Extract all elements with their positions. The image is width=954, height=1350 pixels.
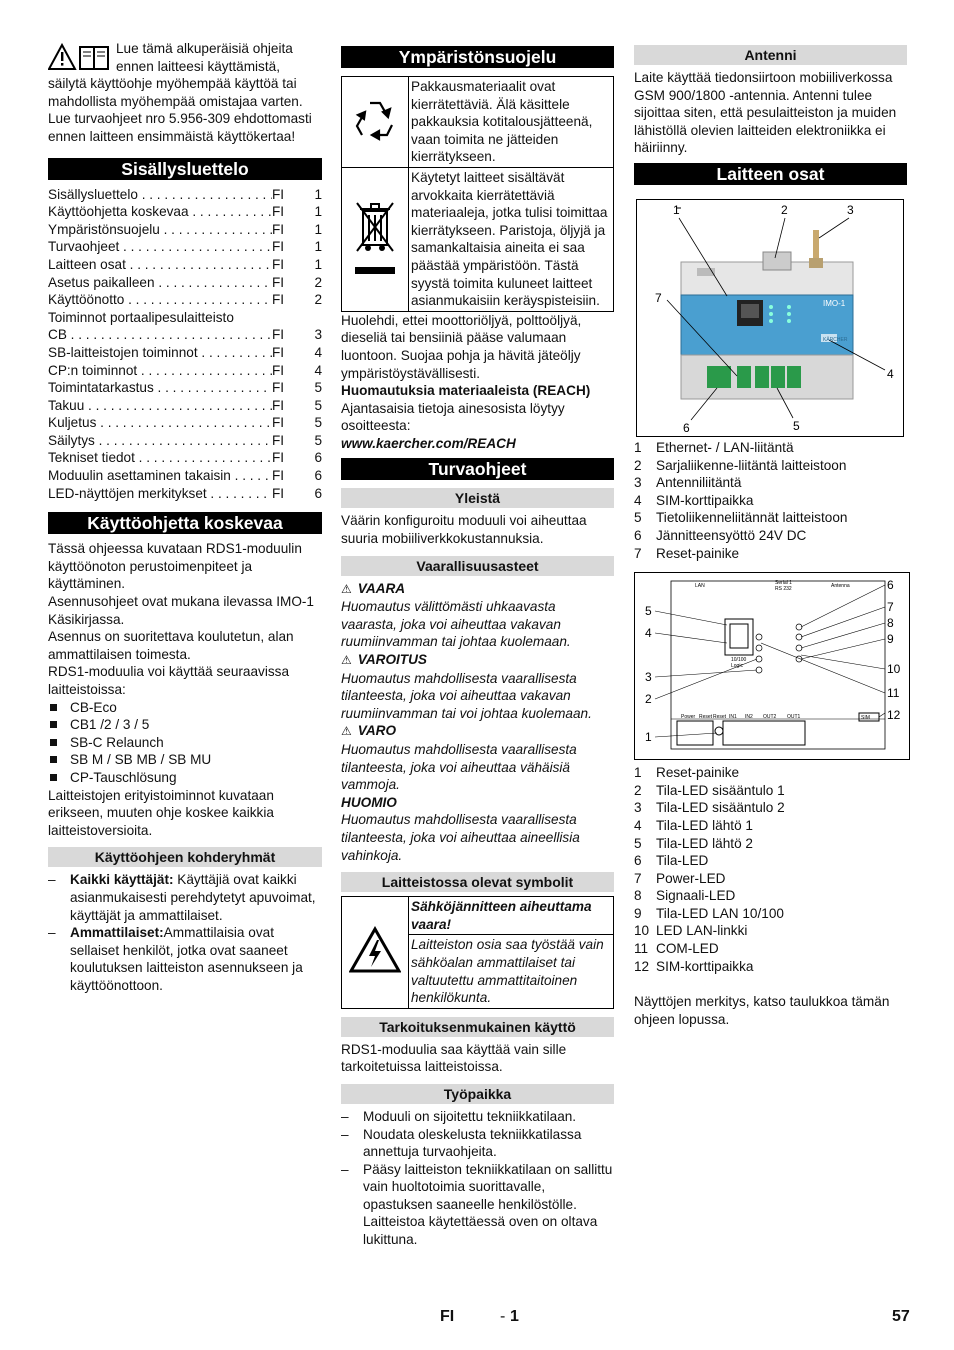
column-2 xyxy=(341,40,614,1249)
toc-row[interactable] xyxy=(48,485,322,503)
danger-level-title xyxy=(341,722,614,741)
toc-lang: FI xyxy=(272,485,285,501)
part-number: 2 xyxy=(634,457,642,473)
toc-page: 1 xyxy=(314,204,322,220)
toc-lang: FI xyxy=(272,274,285,290)
list-item xyxy=(634,799,907,817)
symbol-title: Sähköjännitteen aiheuttama vaara! xyxy=(409,897,614,935)
toc-title: Toimintatarkastus . . . xyxy=(48,379,272,397)
toc-page: 4 xyxy=(314,344,322,360)
callout-7: 7 xyxy=(655,290,662,305)
parts-list-2 xyxy=(634,764,907,975)
device-list xyxy=(48,699,322,787)
callout-right-9: 9 xyxy=(887,632,894,647)
toc-title: SB-laitteistojen toiminnot . . . xyxy=(48,344,272,362)
safety-heading: Turvaohjeet xyxy=(341,458,614,480)
toc-lang: FI xyxy=(272,468,285,484)
group-text: Ammattilaisia ovat sellaiset henkilöt, jotka ovat saaneet koulutuksen laitteiston asennukseen ja käyttöönottoon. xyxy=(70,925,303,993)
symbols-heading: Laitteistossa olevat symbolit xyxy=(341,872,614,892)
part-number: 2 xyxy=(634,782,642,798)
toc-title: Turvaohjeet . . . xyxy=(48,238,272,256)
part-label: Tila-LED sisääntulo 1 xyxy=(656,782,785,798)
part-number: 8 xyxy=(634,888,642,904)
part-number: 7 xyxy=(634,870,642,886)
part-number: 5 xyxy=(634,510,642,526)
toc-row[interactable] xyxy=(48,274,322,292)
crossed-bin-icon xyxy=(342,167,409,311)
callout-1: 1 xyxy=(673,202,680,217)
list-item: – Noudata oleskelusta tekniikkatilassa annettuja turvaohjeita. xyxy=(341,1126,614,1161)
toc-lang: FI xyxy=(272,256,285,272)
toc-page: 4 xyxy=(314,362,322,378)
danger-level-label: VAARA xyxy=(357,580,406,596)
callout-left-3: 3 xyxy=(645,670,652,685)
toc-lang: FI xyxy=(272,344,285,360)
toc-title: Tekniset tiedot . . . xyxy=(48,449,272,467)
toc-lang: FI xyxy=(272,380,285,396)
warning-triangle-icon: ⚠ xyxy=(341,653,352,668)
toc-page: 1 xyxy=(314,239,322,255)
footer-separator: - xyxy=(500,1308,506,1325)
toc-page: 2 xyxy=(314,274,322,290)
toc-page: 3 xyxy=(314,327,322,343)
toc-lang: FI xyxy=(272,362,285,378)
device-label: IMO-1 xyxy=(823,298,846,308)
danger-level-title xyxy=(341,580,614,599)
about-paragraph-4: RDS1-moduulia voi käyttää seuraavissa laitteistoissa: xyxy=(48,664,290,697)
list-item xyxy=(48,924,322,994)
list-item xyxy=(634,887,907,905)
toc-title: CP:n toiminnot . . . xyxy=(48,362,272,380)
toc-title: Asetus paikalleen . . . xyxy=(48,274,272,292)
part-label: Signaali-LED xyxy=(656,888,736,904)
part-label: Sarjaliikenne-liitäntä laitteistoon xyxy=(656,457,847,473)
list-item xyxy=(634,835,907,853)
toc-page: 5 xyxy=(314,432,322,448)
callout-2: 2 xyxy=(781,202,788,217)
reach-title: Huomautuksia materiaaleista (REACH) xyxy=(341,383,591,399)
danger-level-title xyxy=(341,651,614,670)
list-item xyxy=(634,439,907,457)
toc-page: 5 xyxy=(314,380,322,396)
callout-6: 6 xyxy=(683,420,690,435)
symbols-table xyxy=(341,896,614,1009)
danger-levels xyxy=(341,580,614,865)
footer-lang: FI xyxy=(440,1308,455,1325)
list-item xyxy=(634,527,907,545)
part-label: SIM-korttipaikka xyxy=(656,492,754,508)
toc-title: LED-näyttöjen merkitykset . . . xyxy=(48,485,272,503)
part-number: 7 xyxy=(634,545,642,561)
list-item: SB-C Relaunch xyxy=(48,734,322,752)
part-number: 6 xyxy=(634,853,642,869)
part-label: Reset-painike xyxy=(656,765,740,781)
panel-figure xyxy=(634,572,910,760)
toc-row[interactable] xyxy=(48,362,322,380)
table-row xyxy=(342,77,614,168)
part-number: 4 xyxy=(634,492,642,508)
danger-level-label: VAROITUS xyxy=(357,652,427,668)
lbl-out2: OUT2 xyxy=(763,714,777,721)
toc-page: 6 xyxy=(314,450,322,466)
lbl-out1: OUT1 xyxy=(787,714,801,721)
toc-page: 5 xyxy=(314,397,322,413)
callout-4: 4 xyxy=(887,366,894,381)
lbl-antenna: Antenna xyxy=(831,583,850,590)
toc-title: Sisällysluettelo . . . xyxy=(48,186,272,204)
part-label: Tila-LED sisääntulo 2 xyxy=(656,800,785,816)
toc-row[interactable] xyxy=(48,344,322,362)
group-label: Kaikki käyttäjät: xyxy=(70,872,174,888)
danger-level-label: HUOMIO xyxy=(341,794,397,810)
callout-right-8: 8 xyxy=(887,616,894,631)
part-label: LED LAN-linkki xyxy=(656,923,748,939)
lbl-lan: LAN xyxy=(695,583,705,590)
intro-block xyxy=(48,40,322,146)
toc-lang: FI xyxy=(272,450,285,466)
toc-page: 6 xyxy=(314,468,322,484)
panel-diagram xyxy=(635,573,909,759)
part-number: 1 xyxy=(634,439,642,455)
intended-use-text: RDS1-moduulia saa käyttää vain sille tarkoitetuissa laitteistoissa. xyxy=(341,1041,567,1075)
toc-title: Käyttöohjetta koskevaa . . . xyxy=(48,203,272,221)
toc-row[interactable] xyxy=(48,186,322,204)
part-label: Tila-LED lähtö 2 xyxy=(656,835,753,851)
parts-heading: Laitteen osat xyxy=(634,163,907,185)
toc-row[interactable] xyxy=(48,432,322,450)
general-text: Väärin konfiguroitu moduuli voi aiheuttaa suuria mobiiliverkkokustannuksia. xyxy=(341,513,587,547)
danger-level-text: Huomautus mahdollisesta vaarallisesta tilanteesta, joka voi aiheuttaa vähäisiä vammoja. xyxy=(341,742,577,793)
toc-title: Laitteen osat . . . xyxy=(48,256,272,274)
list-item: CP-Tauschlösung xyxy=(48,769,322,787)
group-label: Ammattilaiset: xyxy=(70,925,164,941)
intended-use-heading: Tarkoituksenmukainen käyttö xyxy=(341,1017,614,1037)
callout-5: 5 xyxy=(793,418,800,433)
about-paragraph-2: Asennusohjeet ovat mukana ilevassa IMO-1 Käsikirjassa. xyxy=(48,594,314,627)
toc-title: Takuu . . . xyxy=(48,397,272,415)
toc-lang: FI xyxy=(272,292,285,308)
toc-lang: FI xyxy=(272,415,285,431)
callout-right-7: 7 xyxy=(887,600,894,615)
toc-title: Moduulin asettaminen takaisin . . . xyxy=(48,467,272,485)
danger-level-title xyxy=(341,794,614,812)
toc-lang xyxy=(272,309,300,327)
about-paragraph-3: Asennus on suoritettava koulutetun, alan ammattilaisen toimesta. xyxy=(48,629,294,662)
callout-left-4: 4 xyxy=(645,626,652,641)
list-item xyxy=(634,817,907,835)
part-number: 12 xyxy=(634,958,650,974)
toc-lang: FI xyxy=(272,186,285,202)
toc-row[interactable] xyxy=(48,238,322,256)
warning-triangle-icon: ⚠ xyxy=(341,581,352,596)
part-label: Tila-LED LAN 10/100 xyxy=(656,905,784,921)
list-item xyxy=(634,922,907,940)
target-groups-list xyxy=(48,871,322,994)
target-groups-heading: Käyttöohjeen kohderyhmät xyxy=(48,847,322,867)
part-number: 5 xyxy=(634,835,642,851)
list-item xyxy=(634,474,907,492)
toc-heading: Sisällysluettelo xyxy=(48,158,322,180)
toc-page: 2 xyxy=(314,292,322,308)
intro-text: Lue tämä alkuperäisiä ohjeita ennen laitteesi käyttämistä, säilytä käyttöohje myöhempää käyttöä tai mahdollista myöhempää omistajaa varten. Lue turvaohjeet nro 5.956-309 ehdottomasti ennen laitteen ensimmäistä käyttökertaa! xyxy=(48,41,312,144)
toc-row[interactable] xyxy=(48,256,322,274)
toc-page: 5 xyxy=(314,415,322,431)
part-number: 6 xyxy=(634,527,642,543)
toc-lang: FI xyxy=(272,239,285,255)
reach-link[interactable]: www.kaercher.com/REACH xyxy=(341,435,516,451)
table-of-contents xyxy=(48,186,322,503)
lbl-sim: SIM xyxy=(861,715,870,722)
list-item: CB-Eco xyxy=(48,699,322,717)
crossed-bin-text: Käytetyt laitteet sisältävät arvokkaita kierrätettäviä materiaaleja, jotka tulisi toimittaa kierrätykseen. Paristoja, öljyjä ja samankaltaisia aineita ei saa päästää ympäristöön. Tästä syystä toimita kuluneet laitteet asianmukaisiin keräyspisteisiin. xyxy=(409,167,614,311)
toc-row[interactable] xyxy=(48,449,322,467)
toc-page: 1 xyxy=(314,221,322,237)
reach-text: Ajantasaisia tietoja ainesosista löytyy osoitteesta: xyxy=(341,400,565,434)
callout-right-10: 10 xyxy=(887,662,901,677)
column-1 xyxy=(48,40,322,995)
toc-lang: FI xyxy=(272,432,285,448)
danger-level-text: Huomautus välittömästi uhkaavasta vaarasta, joka voi aiheuttaa vakavan ruumiinvamman tai johtaa kuolemaan. xyxy=(341,599,571,650)
list-item xyxy=(634,852,907,870)
part-label: SIM-korttipaikka xyxy=(656,958,754,974)
footer-number: 1 xyxy=(510,1308,519,1325)
list-item xyxy=(634,870,907,888)
danger-level-text: Huomautus mahdollisesta vaarallisesta tilanteesta, joka voi aiheuttaa aineellisia vahinkoja. xyxy=(341,812,580,863)
part-label: COM-LED xyxy=(656,941,719,957)
lbl-link: 10/100 xyxy=(731,657,747,664)
about-paragraph-5: Laitteistojen erityistoiminnot kuvataan erikseen, muuten ohje koskee kaikkia laitteistoversioita. xyxy=(48,787,274,838)
high-voltage-icon xyxy=(342,897,409,1009)
lbl-serial: Serial 1 xyxy=(775,580,792,587)
part-number: 9 xyxy=(634,905,642,921)
list-item xyxy=(634,905,907,923)
list-item: CB1 /2 / 3 / 5 xyxy=(48,716,322,734)
list-item xyxy=(634,492,907,510)
list-item: – Pääsy laitteiston tekniikkatilaan on sallittu vain huoltotoimia suorittavalle, opastuksen saaneelle henkilöstölle. Laitteistoa käytettäessä oven on oltava lukittuna. xyxy=(341,1161,614,1249)
lbl-reset-1: Reset xyxy=(699,714,713,721)
list-item xyxy=(634,782,907,800)
part-label: Power-LED xyxy=(656,870,726,886)
part-number: 10 xyxy=(634,923,650,939)
general-heading: Yleistä xyxy=(341,488,614,508)
list-item xyxy=(634,457,907,475)
part-number: 4 xyxy=(634,817,642,833)
oil-paragraph: Huolehdi, ettei moottoriöljyä, polttoöljyä, dieseliä tai bensiiniä pääse valumaan luontoon. Suojaa pohja ja hävitä jäteöljy ympäristöystävällisesti. xyxy=(341,312,582,381)
list-item xyxy=(634,958,907,976)
about-heading: Käyttöohjetta koskevaa xyxy=(48,512,322,534)
environment-table xyxy=(341,76,614,312)
toc-title: CB . . . xyxy=(48,326,272,344)
callout-right-6: 6 xyxy=(887,578,894,593)
list-item xyxy=(634,545,907,563)
callout-3: 3 xyxy=(847,202,854,217)
toc-row[interactable] xyxy=(48,221,322,239)
toc-row[interactable] xyxy=(48,467,322,485)
part-label: Reset-painike xyxy=(656,545,740,561)
toc-row[interactable] xyxy=(48,203,322,221)
toc-title: Kuljetus . . . xyxy=(48,414,272,432)
device-logo: KÄRCHER xyxy=(823,336,848,343)
callout-left-2: 2 xyxy=(645,692,652,707)
part-label: Ethernet- / LAN-liitäntä xyxy=(656,439,794,455)
toc-page xyxy=(300,309,322,327)
danger-level-text: Huomautus mahdollisesta vaarallisesta tilanteesta, joka voi aiheuttaa vakavan ruumiinvamman tai voi johtaa kuolemaan. xyxy=(341,670,592,721)
part-label: Tila-LED xyxy=(656,853,709,869)
toc-row[interactable] xyxy=(48,397,322,415)
part-number: 3 xyxy=(634,800,642,816)
toc-title: Ympäristönsuojelu . . . xyxy=(48,221,272,239)
toc-lang: FI xyxy=(272,221,285,237)
lbl-reset-2: Reset xyxy=(713,714,727,721)
part-label: Tila-LED lähtö 1 xyxy=(656,817,753,833)
column-3 xyxy=(634,40,907,1028)
part-label: Jännitteensyöttö 24V DC xyxy=(656,527,807,543)
toc-lang: FI xyxy=(272,397,285,413)
device-illustration xyxy=(637,200,903,436)
toc-title: Säilytys . . . xyxy=(48,432,272,450)
display-note: Näyttöjen merkitys, katso taulukkoa tämän ohjeen lopussa. xyxy=(634,994,890,1027)
group-text: Käyttäjiä ovat kaikki asianmukaisesti perehdytetyt apuvoimat, käyttäjät ja ammattilaiset. xyxy=(70,872,316,923)
antenna-text: Laite käyttää tiedonsiirtoon mobiiliverkossa GSM 900/1800 -antennia. Antenni tulee sijoittaa siten, että pesulaitteiston ja muiden lähistöllä olevien laitteiden elektroniikka ei häiriinny. xyxy=(634,70,897,156)
lbl-in2: IN2 xyxy=(745,714,753,721)
lbl-power: Power xyxy=(681,714,696,721)
part-number: 1 xyxy=(634,765,642,781)
list-item xyxy=(634,940,907,958)
danger-levels-heading: Vaarallisuusasteet xyxy=(341,556,614,576)
lbl-logic: Logic xyxy=(731,663,743,670)
warning-triangle-icon: ⚠ xyxy=(341,724,352,739)
table-row xyxy=(342,897,614,935)
workplace-list xyxy=(341,1108,614,1249)
toc-page: 1 xyxy=(314,256,322,272)
list-item xyxy=(634,764,907,782)
page-number: 57 xyxy=(892,1308,910,1325)
workplace-heading: Työpaikka xyxy=(341,1084,614,1104)
about-paragraph-1: Tässä ohjeessa kuvataan RDS1-moduulin käyttöönoton perustoimenpiteet ja käyttäminen. xyxy=(48,541,302,592)
toc-row[interactable] xyxy=(48,309,322,327)
toc-lang: FI xyxy=(272,204,285,220)
warning-icon xyxy=(48,43,110,71)
list-item xyxy=(48,871,322,924)
toc-row[interactable] xyxy=(48,291,322,309)
lbl-in1: IN1 xyxy=(729,714,737,721)
list-item xyxy=(634,509,907,527)
device-figure xyxy=(636,199,904,437)
toc-row[interactable] xyxy=(48,414,322,432)
toc-page: 1 xyxy=(314,186,322,202)
toc-title: Käyttöönotto . . . xyxy=(48,291,272,309)
toc-row[interactable] xyxy=(48,326,322,344)
table-row xyxy=(342,167,614,311)
environment-heading: Ympäristönsuojelu xyxy=(341,46,614,68)
warning-book-icons xyxy=(48,43,112,73)
symbol-text: Laitteiston osia saa työstää vain sähköalan ammattilaiset tai valtuutettu ammattitaitoinen henkilökunta. xyxy=(409,935,614,1008)
list-item: SB M / SB MB / SB MU xyxy=(48,751,322,769)
lbl-rs232: RS 232 xyxy=(775,586,792,593)
toc-page: 6 xyxy=(314,485,322,501)
part-number: 11 xyxy=(634,941,649,957)
callout-right-11: 11 xyxy=(887,686,900,701)
part-label: Antenniliitäntä xyxy=(656,475,742,491)
callout-right-12: 12 xyxy=(887,708,901,723)
list-item: – Moduuli on sijoitettu tekniikkatilaan. xyxy=(341,1108,614,1126)
toc-title: Toiminnot portaalipesulaitteisto xyxy=(48,309,234,325)
toc-row[interactable] xyxy=(48,379,322,397)
recycle-icon xyxy=(342,77,409,168)
recycle-text: Pakkausmateriaalit ovat kierrätettäviä. Älä käsittele pakkauksia kotitalousjätteenä, vaan toimita ne jätteiden kierrätykseen. xyxy=(409,77,614,168)
callout-left-5: 5 xyxy=(645,604,652,619)
part-number: 3 xyxy=(634,475,642,491)
danger-level-label: VARO xyxy=(357,723,397,739)
antenna-heading: Antenni xyxy=(634,45,907,65)
part-label: Tietoliikenneliitännät laitteistoon xyxy=(656,510,848,526)
callout-left-1: 1 xyxy=(645,730,652,745)
toc-lang: FI xyxy=(272,327,285,343)
parts-list-1 xyxy=(634,439,907,562)
